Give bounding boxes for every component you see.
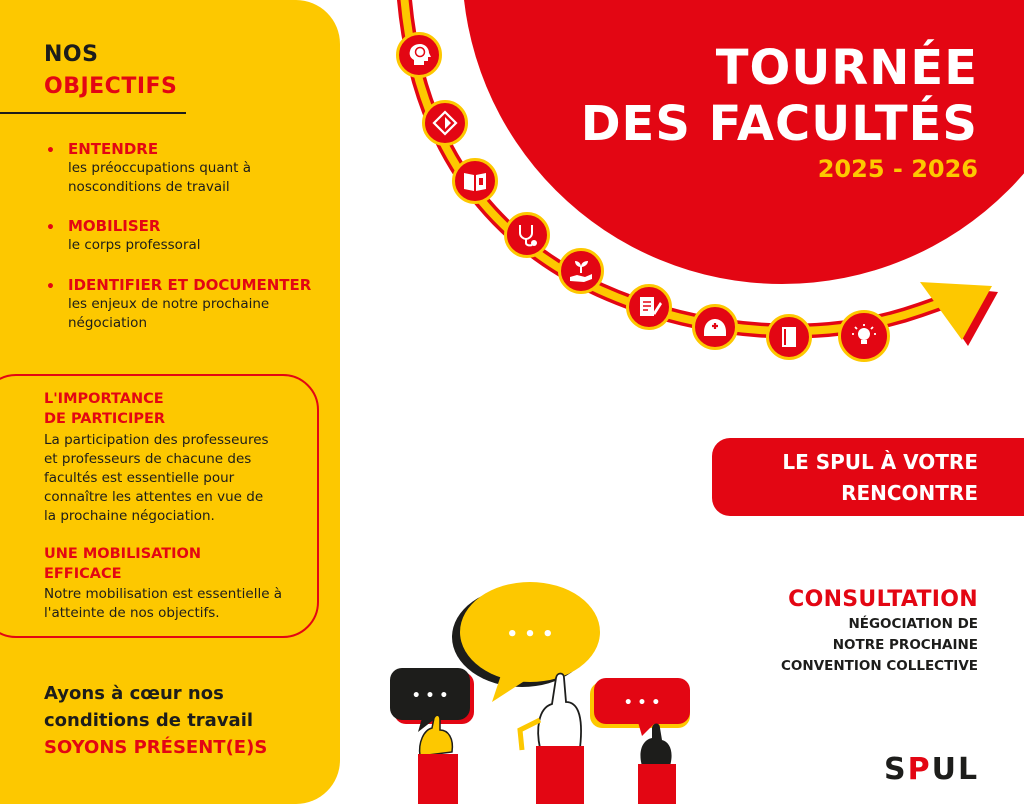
objective-title: ENTENDRE xyxy=(68,140,159,158)
objective-item xyxy=(46,276,326,333)
red-bubble-dots: • • • xyxy=(623,695,661,711)
objective-desc-line: nosconditions de travail xyxy=(68,179,230,195)
journey-arrow-shadow xyxy=(926,285,998,346)
mobilisation-title-line: UNE MOBILISATION xyxy=(44,546,201,562)
closing-line1: Ayons à cœur nos xyxy=(44,683,224,704)
objectives-panel xyxy=(0,0,340,804)
logo-ul: UL xyxy=(931,752,980,787)
importance-body-line: la prochaine négociation. xyxy=(44,508,215,524)
objectives-heading-line2: OBJECTIFS xyxy=(44,74,178,99)
left-sleeve xyxy=(418,754,458,804)
head-brain-icon xyxy=(396,32,442,78)
objective-title: IDENTIFIER ET DOCUMENTER xyxy=(68,276,312,294)
nurse-cap-icon xyxy=(692,304,738,350)
title-line1: TOURNÉE xyxy=(715,40,978,96)
importance-body-line: facultés est essentielle pour xyxy=(44,470,235,486)
banner-line2: RENCONTRE xyxy=(841,481,978,505)
law-scale-icon xyxy=(422,100,468,146)
page-title xyxy=(581,40,978,184)
objectives-heading-line1: NOS xyxy=(44,42,99,67)
closing-line2: conditions de travail xyxy=(44,710,254,731)
objective-desc-line: négociation xyxy=(68,315,147,331)
title-year: 2025 - 2026 xyxy=(817,155,978,183)
book-icon xyxy=(766,314,812,360)
objective-desc-line: les préoccupations quant à xyxy=(68,160,252,176)
objective-item xyxy=(46,217,326,255)
center-sleeve xyxy=(536,746,584,804)
white-hand xyxy=(538,674,581,749)
logo-p: P xyxy=(907,752,932,787)
document-pen-icon xyxy=(626,284,672,330)
hand-shadow xyxy=(520,720,540,750)
closing-message xyxy=(44,680,334,761)
objective-desc-line: le corps professoral xyxy=(68,237,201,253)
journey-arrow xyxy=(920,282,992,340)
importance-title-line: L'IMPORTANCE xyxy=(44,391,164,407)
mobilisation-body-line: Notre mobilisation est essentielle à xyxy=(44,586,283,602)
spul-banner xyxy=(712,438,1024,516)
closing-line3: SOYONS PRÉSENT(E)S xyxy=(44,737,268,758)
title-line2: DES FACULTÉS xyxy=(580,96,978,152)
objective-desc-line: les enjeux de notre prochaine xyxy=(68,296,270,312)
consultation-block xyxy=(781,586,978,677)
speech-bubbles-illustration xyxy=(380,580,710,804)
bullet: • xyxy=(46,279,55,295)
open-book-icon xyxy=(452,158,498,204)
consultation-line: CONVENTION COLLECTIVE xyxy=(781,658,978,674)
seedling-hand-icon xyxy=(558,248,604,294)
mobilisation-title-line: EFFICACE xyxy=(44,566,122,582)
banner-line1: LE SPUL À VOTRE xyxy=(782,450,978,474)
heading-divider xyxy=(0,112,186,114)
bullet: • xyxy=(46,220,55,236)
objective-item xyxy=(46,140,326,197)
importance-body-line: et professeurs de chacune des xyxy=(44,451,252,467)
mobilisation-body-line: l'atteinte de nos objectifs. xyxy=(44,605,220,621)
yellow-bubble-dots: • • • xyxy=(506,624,554,645)
right-sleeve xyxy=(638,764,676,804)
black-bubble-dots: • • • xyxy=(411,688,449,704)
bullet: • xyxy=(46,143,55,159)
stethoscope-icon xyxy=(504,212,550,258)
consultation-line: NOTRE PROCHAINE xyxy=(832,637,978,653)
lightbulb-icon xyxy=(838,310,890,362)
logo-s: S xyxy=(884,752,908,787)
importance-body-line: La participation des professeures xyxy=(44,432,269,448)
importance-body-line: connaître les attentes en vue de xyxy=(44,489,264,505)
objective-title: MOBILISER xyxy=(68,217,161,235)
consultation-line: NÉGOCIATION DE xyxy=(848,616,978,632)
spul-logo xyxy=(884,752,979,788)
importance-title-line: DE PARTICIPER xyxy=(44,411,166,427)
consultation-heading: CONSULTATION xyxy=(788,587,978,612)
